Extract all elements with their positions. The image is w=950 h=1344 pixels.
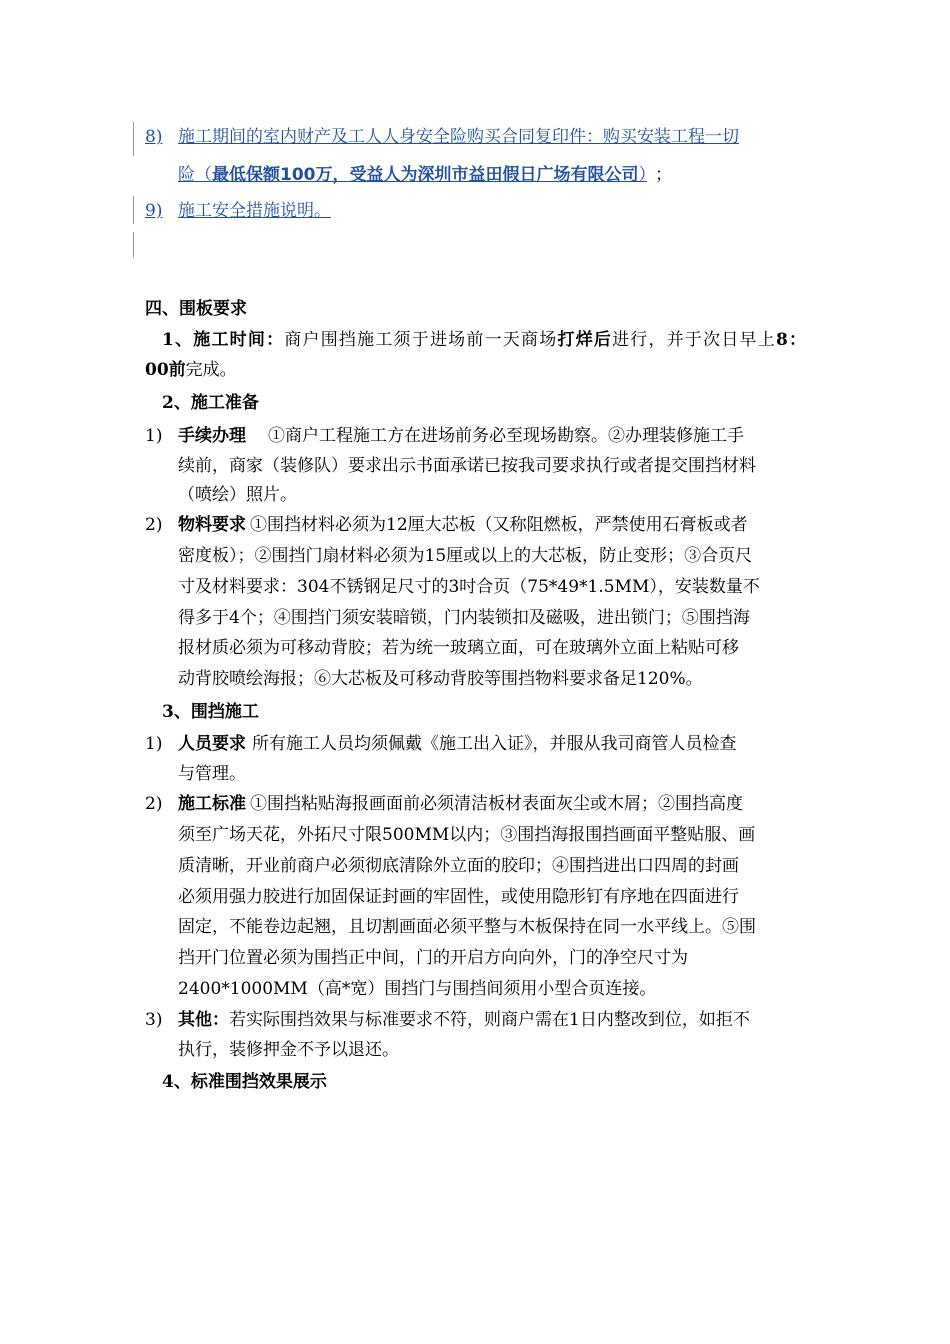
- list-item-line: 报材质必须为可移动背胶；若为统一玻璃立面，可在玻璃外立面上粘贴可移: [178, 638, 739, 658]
- list-number: 1): [145, 734, 163, 754]
- paragraph: [162, 330, 806, 350]
- list-item-label: 施工标准: [178, 794, 246, 814]
- text-run: 若实际围挡效果与标准要求不符，则商户需在1日内整改到位，如拒不: [229, 1010, 750, 1030]
- list-item-line: 必须用强力胶进行加固保证封画的牢固性，或使用隐形钉有序地在四面进行: [178, 887, 739, 907]
- list-item-line: 2400*1000MM（高*宽）围挡门与围挡间须用小型合页连接。: [178, 979, 657, 999]
- list-number: 1): [145, 426, 163, 446]
- text-run: 商户围挡施工须于进场前一天商场: [284, 330, 558, 350]
- bold-text: 1、施工时间：: [162, 330, 285, 350]
- list-item-line: （喷绘）照片。: [178, 485, 297, 505]
- list-item-text: 施工安全措施说明。: [178, 201, 331, 221]
- list-item-label: 其他：: [178, 1010, 229, 1030]
- list-item-text: [178, 734, 737, 754]
- text-run: ①围挡粘贴海报画面前必须清洁板材表面灰尘或木屑；②围挡高度: [250, 794, 743, 814]
- list-item-continuation: [178, 165, 672, 185]
- paragraph-continuation: [145, 360, 237, 380]
- text-run: ①商户工程施工方在进场前务必至现场勘察。②办理装修施工手: [268, 426, 744, 446]
- list-item-text: [178, 515, 748, 535]
- list-item-line: 质清晰，开业前商户必须彻底清除外立面的胶印；④围挡进出口四周的封画: [178, 856, 739, 876]
- section-title: 四、围板要求: [145, 299, 247, 319]
- list-item-line: 固定，不能卷边起翘，且切割画面必须平整与木板保持在同一水平线上。⑤围: [178, 917, 756, 937]
- list-item-line: 动背胶喷绘海报；⑥大芯板及可移动背胶等围挡物料要求备足120%。: [178, 669, 703, 689]
- list-item-label: 物料要求: [178, 515, 246, 535]
- subheading: 2、施工准备: [162, 393, 259, 413]
- list-item-line: 须至广场天花，外拓尺寸限500MM以内；③围挡海报围挡画面平整贴服、画: [178, 825, 756, 845]
- bold-text: 00前: [145, 360, 186, 380]
- list-item-line: 执行，装修押金不予以退还。: [178, 1040, 399, 1060]
- text-run: 完成。: [185, 360, 237, 380]
- text-run: ①围挡材料必须为12厘大芯板（又称阻燃板，严禁使用石膏板或者: [250, 515, 748, 535]
- subheading: 3、围挡施工: [162, 702, 259, 722]
- list-item-text: [178, 1010, 750, 1030]
- revision-bar: [133, 232, 134, 258]
- bold-text: 8：: [775, 330, 807, 350]
- list-item-line: 与管理。: [178, 764, 246, 784]
- list-number: 3): [145, 1010, 163, 1030]
- text-run: ；: [655, 165, 672, 185]
- list-number: 2): [145, 794, 163, 814]
- revision-bar: [133, 196, 134, 224]
- subheading: 4、标准围挡效果展示: [162, 1072, 327, 1092]
- text-run: [178, 165, 647, 185]
- revision-bar: [133, 122, 134, 156]
- list-item-line: 续前，商家（装修队）要求出示书面承诺已按我司要求执行或者提交围挡材料: [178, 456, 756, 476]
- text-run: 所有施工人员均须佩戴《施工出入证》，并服从我司商管人员检查: [252, 734, 737, 754]
- list-item-text: [178, 426, 744, 446]
- list-item-line: 得多于4个；④围挡门须安装暗锁，门内装锁扣及磁吸，进出锁门；⑤围挡海: [178, 608, 750, 628]
- list-item-label: 人员要求: [178, 734, 246, 754]
- bold-text: 最低保额100万，受益人为深圳市益田假日广场有限公司: [212, 165, 639, 185]
- list-item-line: 寸及材料要求：304不锈钢足尺寸的3吋合页（75*49*1.5MM），安装数量不: [178, 577, 760, 597]
- bold-text: 打烊后: [557, 330, 613, 350]
- list-item-line: 挡开门位置必须为围挡正中间，门的开启方向向外，门的净空尺寸为: [178, 948, 688, 968]
- list-number: 2): [145, 515, 163, 535]
- text-run: 险（: [178, 165, 212, 185]
- list-item-line: 密度板）；②围挡门扇材料必须为15厘或以上的大芯板，防止变形；③合页尺: [178, 546, 753, 566]
- list-item-text: [178, 794, 743, 814]
- text-run: ）: [638, 165, 647, 185]
- list-item-label: 手续办理: [178, 426, 246, 446]
- list-number: 8): [145, 127, 163, 147]
- text-run: 进行，并于次日早上: [612, 330, 776, 350]
- list-item-text: 施工期间的室内财产及工人人身安全险购买合同复印件：购买安装工程一切: [178, 127, 739, 147]
- list-number: 9): [145, 201, 163, 221]
